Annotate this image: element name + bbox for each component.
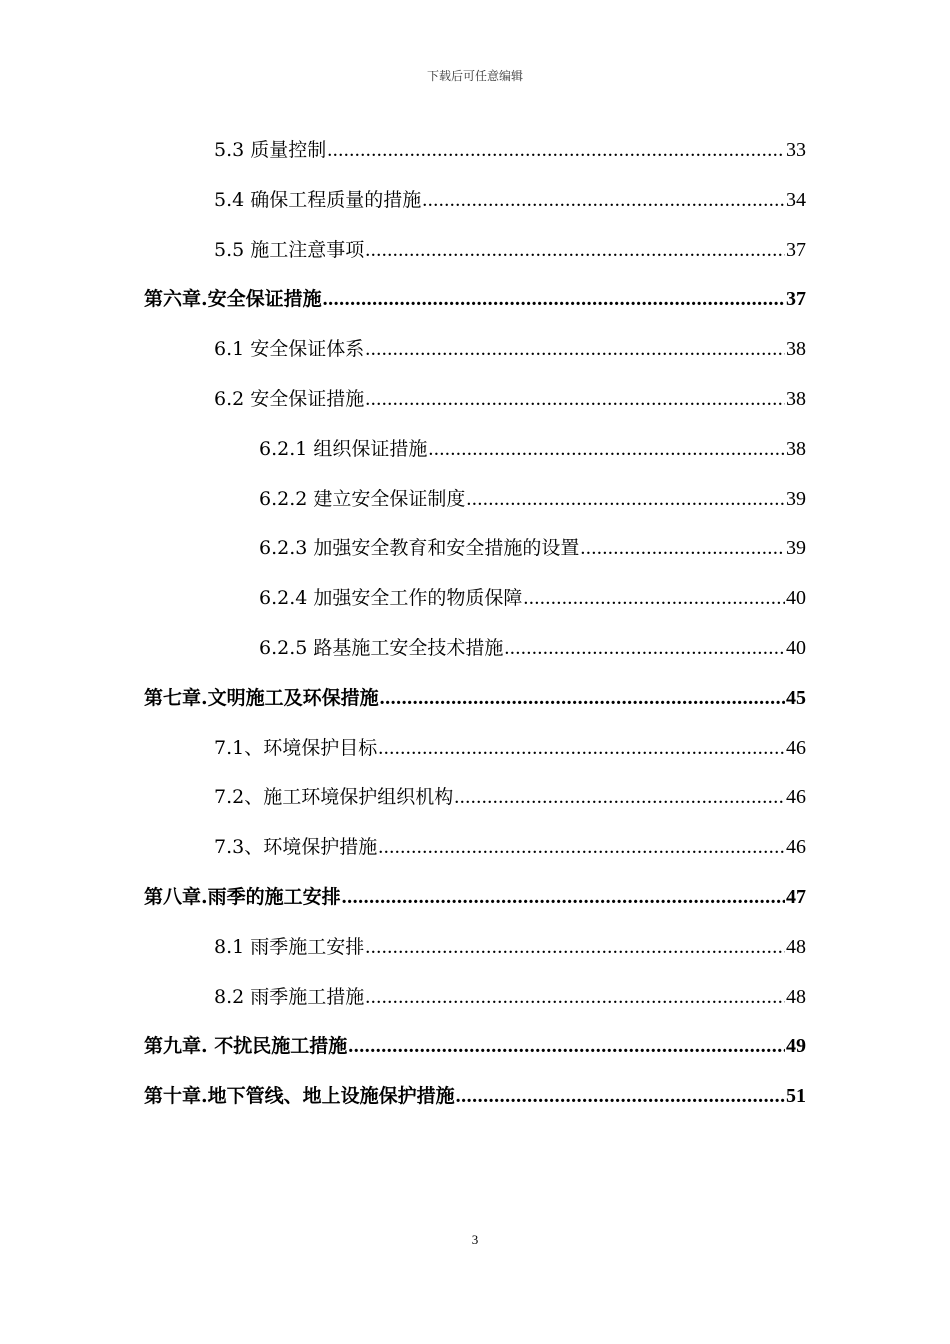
page-header: 下载后可任意编辑 <box>426 69 523 83</box>
toc-entry-title: 7.2、施工环境保护组织机构 <box>214 786 454 808</box>
toc-entry-page: 37 <box>786 239 806 261</box>
toc-entry-title: 第八章.雨季的施工安排 <box>144 886 341 908</box>
toc-entry-title: 第七章.文明施工及环保措施 <box>144 687 379 709</box>
toc-entry-title: 6.2.3 加强安全教育和安全措施的设置 <box>259 537 580 559</box>
toc-leader-dots <box>454 772 785 822</box>
toc-subentry[interactable] <box>259 474 806 524</box>
toc-entry-page: 38 <box>786 438 806 460</box>
toc-entry-page: 38 <box>786 338 806 360</box>
toc-entry-page: 45 <box>786 687 806 709</box>
toc-leader-dots <box>365 374 785 424</box>
toc-subentry[interactable] <box>259 523 806 573</box>
toc-leader-dots <box>365 225 785 275</box>
toc-chapter-entry[interactable] <box>144 274 806 324</box>
toc-entry[interactable] <box>214 822 806 872</box>
toc-entry-page: 38 <box>786 388 806 410</box>
toc-entry-title: 6.2.4 加强安全工作的物质保障 <box>259 587 523 609</box>
toc-leader-dots <box>342 872 785 922</box>
toc-chapter-entry[interactable] <box>144 872 806 922</box>
toc-entry[interactable] <box>214 125 806 175</box>
toc-entry-page: 39 <box>786 488 806 510</box>
toc-entry-title: 8.2 雨季施工措施 <box>214 986 365 1008</box>
toc-entry-title: 5.3 质量控制 <box>214 139 327 161</box>
toc-entry-title: 7.3、环境保护措施 <box>214 836 378 858</box>
toc-entry-title: 7.1、环境保护目标 <box>214 737 378 759</box>
toc-leader-dots <box>348 1021 785 1071</box>
toc-entry-title: 6.2.2 建立安全保证制度 <box>259 488 466 510</box>
toc-entry-page: 48 <box>786 986 806 1008</box>
toc-leader-dots <box>378 723 785 773</box>
toc-entry[interactable] <box>214 972 806 1022</box>
toc-chapter-entry[interactable] <box>144 1021 806 1071</box>
toc-entry-page: 40 <box>786 637 806 659</box>
toc-entry[interactable] <box>214 374 806 424</box>
toc-entry[interactable] <box>214 225 806 275</box>
toc-entry-title: 第十章.地下管线、地上设施保护措施 <box>144 1085 455 1107</box>
toc-entry-title: 第六章.安全保证措施 <box>144 288 322 310</box>
toc-leader-dots <box>365 972 785 1022</box>
toc-entry-page: 39 <box>786 537 806 559</box>
toc-entry-page: 48 <box>786 936 806 958</box>
toc-entry-title: 6.2.5 路基施工安全技术措施 <box>259 637 504 659</box>
toc-entry-page: 47 <box>786 886 806 908</box>
toc-leader-dots <box>422 175 785 225</box>
toc-entry-page: 33 <box>786 139 806 161</box>
toc-entry-page: 40 <box>786 587 806 609</box>
toc-leader-dots <box>380 673 785 723</box>
toc-entry-page: 37 <box>786 288 806 310</box>
toc-leader-dots <box>378 822 785 872</box>
toc-entry[interactable] <box>214 175 806 225</box>
toc-leader-dots <box>323 274 785 324</box>
toc-entry[interactable] <box>214 772 806 822</box>
toc-entry[interactable] <box>214 723 806 773</box>
toc-leader-dots <box>523 573 785 623</box>
toc-entry-title: 5.5 施工注意事项 <box>214 239 365 261</box>
toc-leader-dots <box>466 474 785 524</box>
toc-subentry[interactable] <box>259 424 806 474</box>
page-number: 3 <box>471 1232 479 1247</box>
toc-entry[interactable] <box>214 324 806 374</box>
toc-entry-title: 6.1 安全保证体系 <box>214 338 365 360</box>
toc-chapter-entry[interactable] <box>144 1071 806 1121</box>
toc-leader-dots <box>365 922 785 972</box>
toc-leader-dots <box>327 125 785 175</box>
toc-subentry[interactable] <box>259 623 806 673</box>
toc-entry-title: 8.1 雨季施工安排 <box>214 936 365 958</box>
toc-entry-title: 第九章. 不扰民施工措施 <box>144 1035 348 1057</box>
toc-entry[interactable] <box>214 922 806 972</box>
toc-leader-dots <box>365 324 785 374</box>
toc-leader-dots <box>580 523 785 573</box>
toc-entry-page: 46 <box>786 836 806 858</box>
toc-entry-title: 5.4 确保工程质量的措施 <box>214 189 422 211</box>
toc-leader-dots <box>456 1071 785 1121</box>
toc-entry-page: 46 <box>786 737 806 759</box>
toc-entry-title: 6.2.1 组织保证措施 <box>259 438 428 460</box>
toc-entry-page: 34 <box>786 189 806 211</box>
toc-entry-title: 6.2 安全保证措施 <box>214 388 365 410</box>
toc-chapter-entry[interactable] <box>144 673 806 723</box>
toc-entry-page: 51 <box>786 1085 806 1107</box>
toc-leader-dots <box>428 424 785 474</box>
toc-entry-page: 46 <box>786 786 806 808</box>
toc-subentry[interactable] <box>259 573 806 623</box>
toc-entry-page: 49 <box>786 1035 806 1057</box>
toc-leader-dots <box>504 623 785 673</box>
